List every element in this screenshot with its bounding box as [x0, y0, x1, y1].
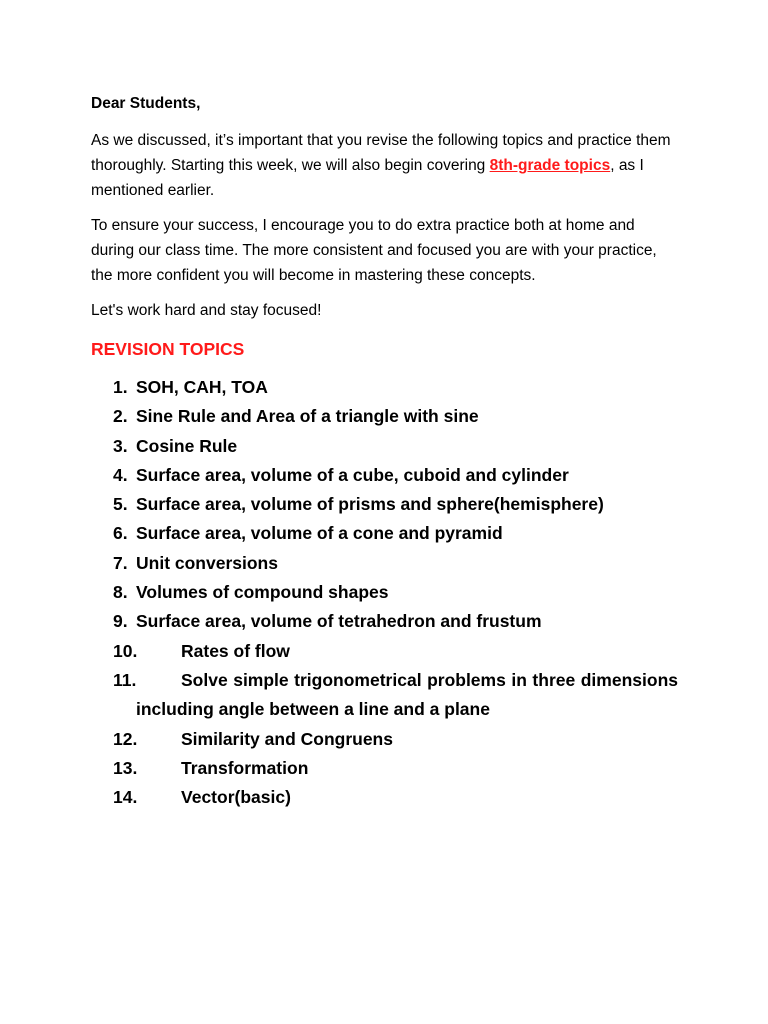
list-item [91, 549, 678, 578]
topic-number: 9. [113, 611, 128, 632]
list-item [91, 754, 678, 783]
list-item [91, 666, 678, 725]
list-item [91, 402, 678, 431]
topic-text: Surface area, volume of tetrahedron and frustum [136, 611, 542, 632]
topic-text: Rates of flow [181, 640, 290, 661]
salutation: Dear Students, [91, 95, 201, 112]
intro-text-start: As we discussed, it’s important that you revise the following topics and practice them thoroughly. Starting this week, we will also begin covering [91, 132, 671, 174]
topic-text: Vector(basic) [181, 787, 291, 808]
topic-text: Surface area, volume of a cone and pyramid [136, 523, 503, 544]
list-item [91, 490, 678, 519]
topic-number: 2. [113, 406, 128, 427]
list-item [91, 373, 678, 402]
topic-text: Volumes of compound shapes [136, 582, 389, 603]
topic-text: Cosine Rule [136, 435, 238, 456]
topic-number: 13. [113, 757, 138, 778]
list-item [91, 432, 678, 461]
list-item [91, 783, 678, 812]
topic-number: 10. [113, 640, 138, 661]
list-item [91, 519, 678, 548]
topic-number: 3. [113, 435, 128, 456]
grade-topics-link[interactable]: 8th-grade topics [489, 157, 611, 174]
topic-number: 11. [113, 669, 137, 690]
topic-number: 7. [113, 552, 128, 573]
list-item [91, 578, 678, 607]
topic-text: Sine Rule and Area of a triangle with sine [136, 406, 479, 427]
closing-paragraph: Let's work hard and stay focused! [91, 302, 322, 319]
list-item [91, 461, 678, 490]
topic-text: Unit conversions [136, 552, 278, 573]
topic-number: 6. [113, 523, 128, 544]
topic-number: 14. [113, 787, 138, 808]
revision-topics-heading: REVISION TOPICS [91, 339, 245, 359]
topic-text: Surface area, volume of prisms and sphere(hemisphere) [136, 494, 604, 515]
intro-paragraph [91, 128, 678, 203]
intro-text-end: , as I mentioned earlier. [91, 157, 644, 199]
revision-topics-list [91, 373, 678, 812]
topic-number: 12. [113, 728, 138, 749]
topic-number: 1. [113, 377, 128, 397]
topic-number: 8. [113, 582, 128, 603]
topic-number: 4. [113, 464, 128, 485]
topic-text: Solve simple trigonometrical problems in three dimensions including angle between a line and a plane [136, 669, 678, 720]
encouragement-paragraph: To ensure your success, I encourage you to do extra practice both at home and during our class time. The more consistent and focused you are with your practice, the more confident you will become in mastering these concepts. [91, 217, 657, 284]
topic-text: SOH, CAH, TOA [136, 377, 268, 397]
letter-page [91, 92, 678, 812]
topic-text: Surface area, volume of a cube, cuboid and cylinder [136, 464, 569, 485]
topic-text: Similarity and Congruens [181, 728, 393, 749]
list-item [91, 725, 678, 754]
topic-text: Transformation [181, 757, 309, 778]
list-item [91, 637, 678, 666]
list-item [91, 607, 678, 636]
topic-number: 5. [113, 494, 128, 515]
